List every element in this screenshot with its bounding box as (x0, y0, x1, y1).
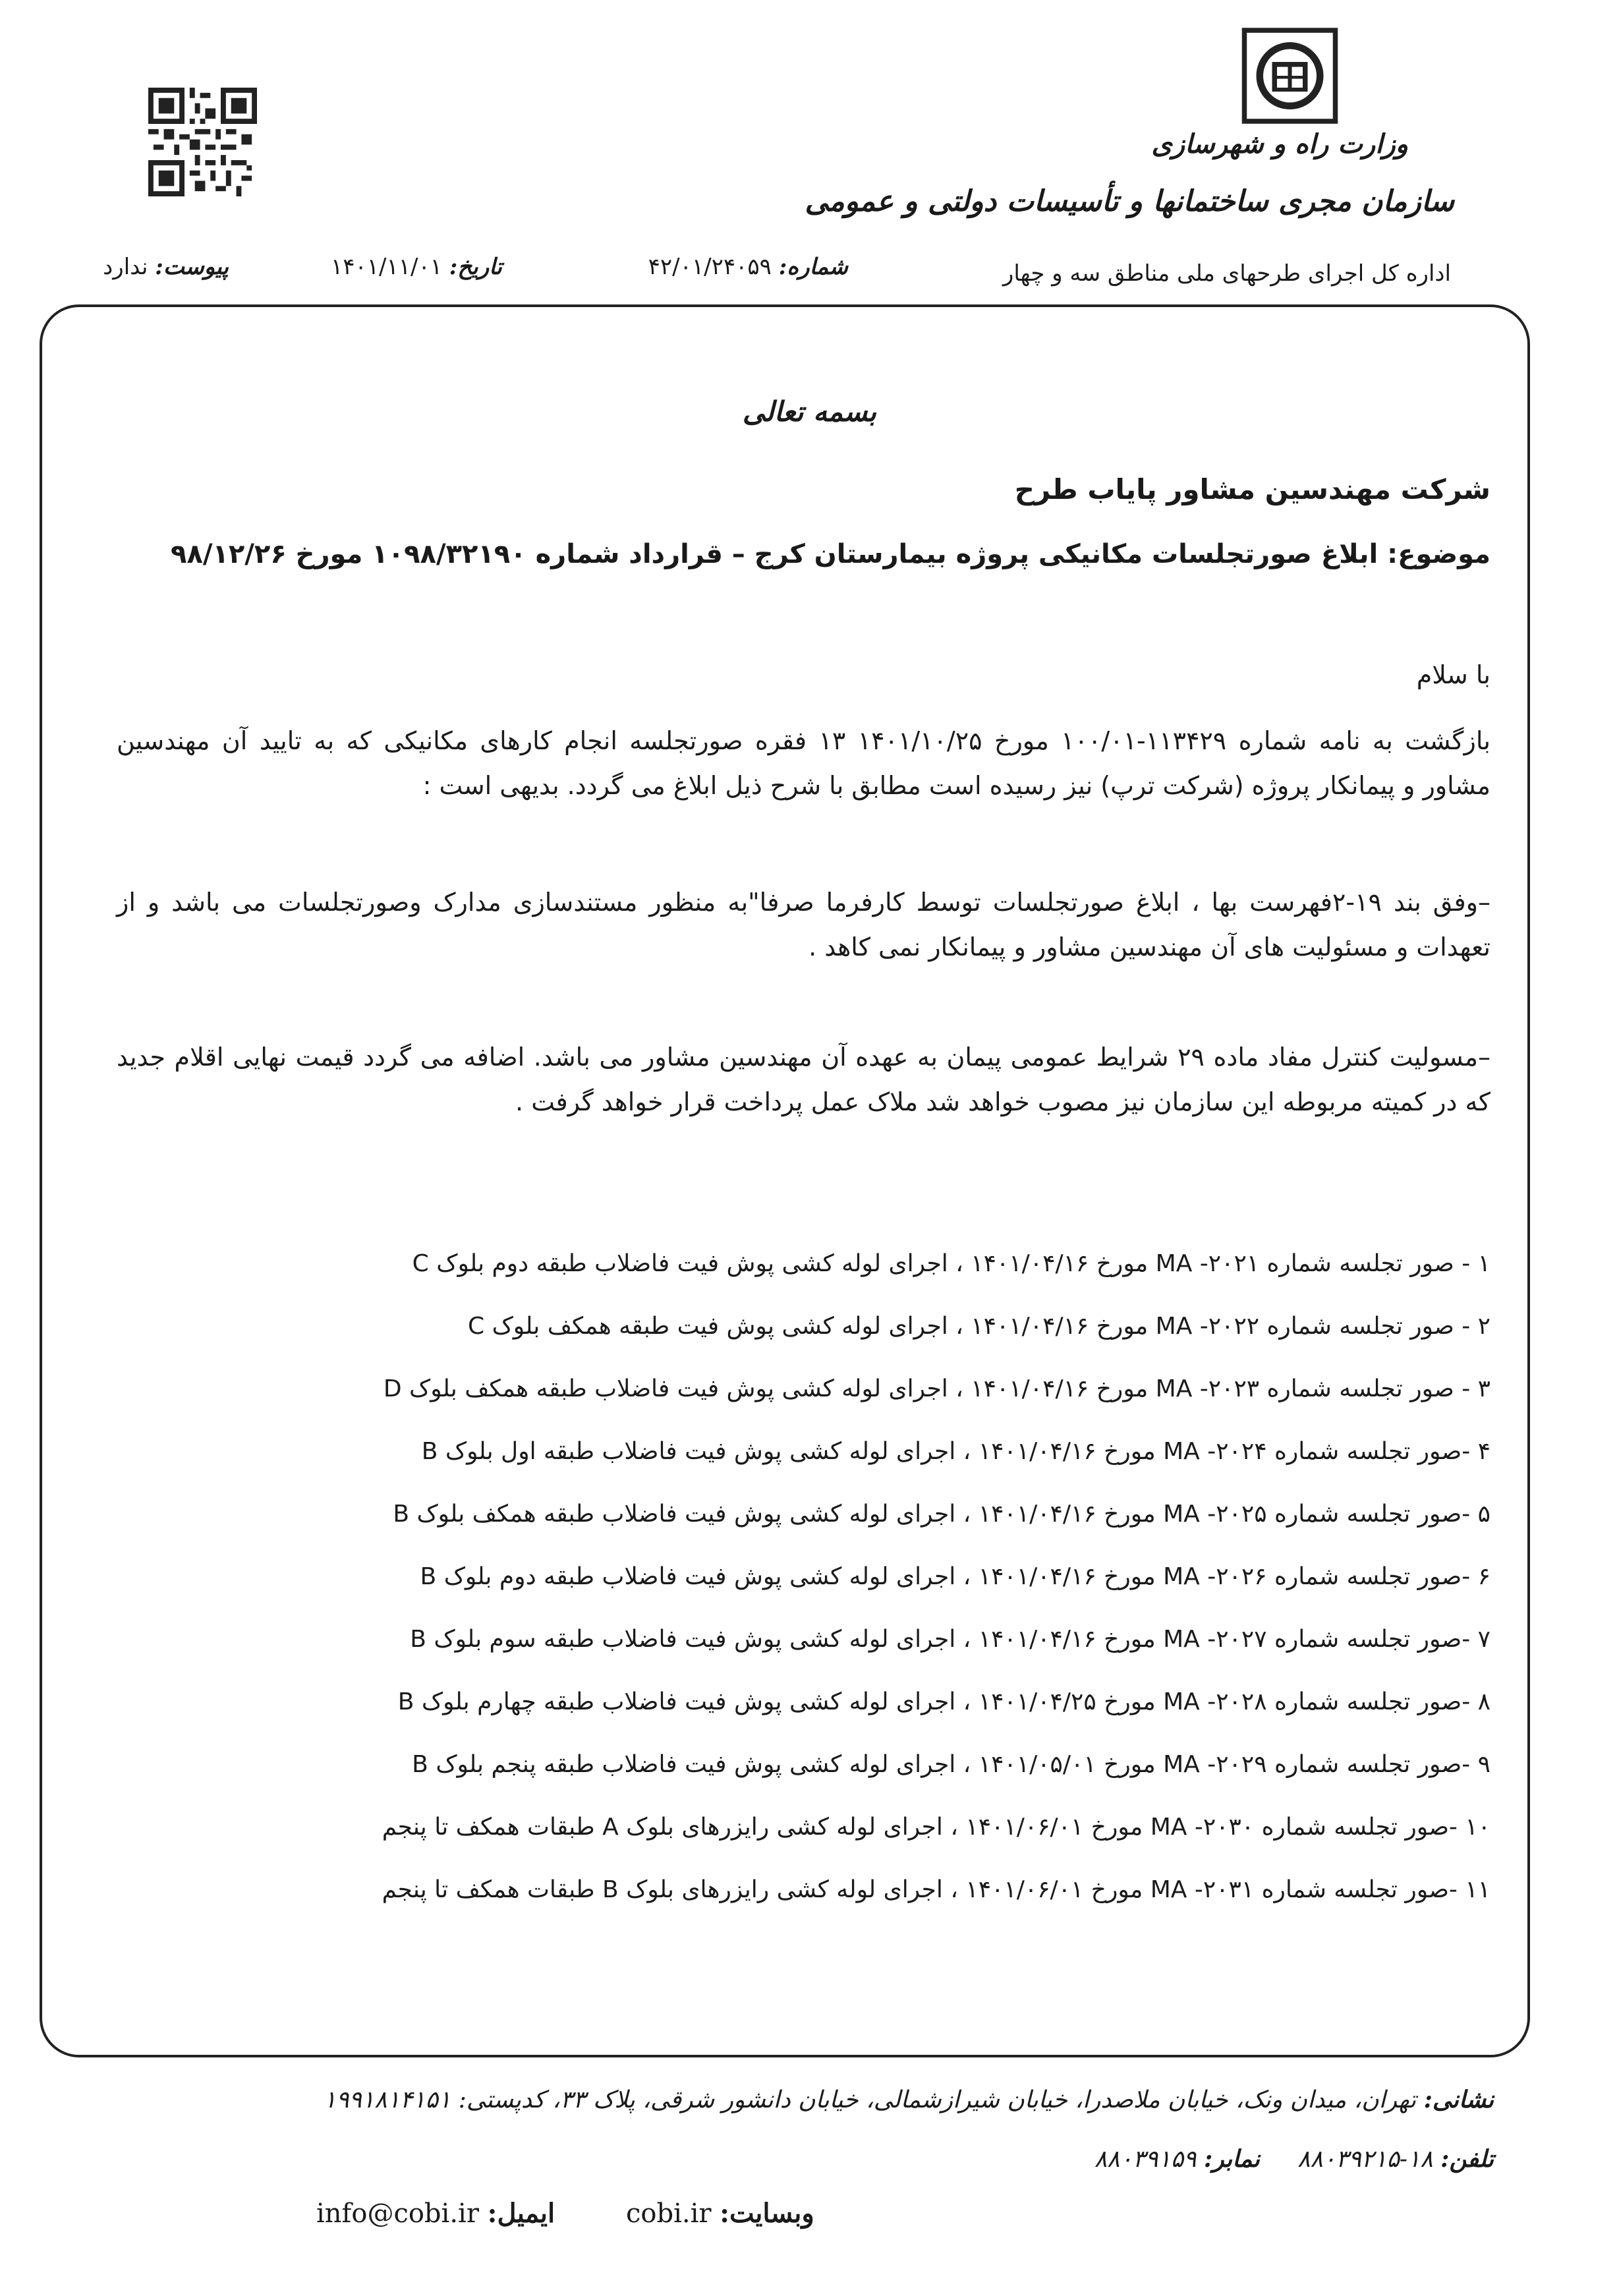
footer-address (324, 2086, 1494, 2113)
list-item: ۹ -صور تجلسه شماره ۲۰۲۹- MA مورخ ۱۴۰۱/۰۵/۰۱ ، اجرای لوله کشی پوش فیت فاضلاب طبقه پنجم بلوک B (412, 1751, 1491, 1778)
number-value: ۴۲/۰۱/۲۴۰۵۹ (648, 254, 772, 280)
phone-value: ۱۸-۸۸۰۳۹۲۱۵ (1297, 2146, 1433, 2173)
letter-attachment (103, 254, 229, 293)
list-item: ۱۱ -صور تجلسه شماره ۲۰۳۱- MA مورخ ۱۴۰۱/۰۶/۰۱ ، اجرای لوله کشی رایزرهای بلوک B طبقات همکف تا پنجم (382, 1876, 1491, 1903)
subject-line: موضوع: ابلاغ صورتجلسات مکانیکی پروژه بیمارستان کرج – قرارداد شماره ۱۰۹۸/۳۲۱۹۰ مورخ ۹۸/۱۲/۲۶ (171, 539, 1491, 569)
phone-label: تلفن: (1440, 2145, 1494, 2173)
fax-label: نمابر: (1203, 2145, 1260, 2173)
fax-value: ۸۸۰۳۹۱۵۹ (1094, 2146, 1197, 2173)
paragraph-clause-responsibility: –مسولیت کنترل مفاد ماده ۲۹ شرایط عمومی پیمان به عهده آن مهندسین مشاور می باشد. اضافه می گردد قیمت نهایی اقلام جدید که در کمیته مربوطه این سازمان نیز مصوب خواهد شد ملاک عمل پرداخت قرار خواهد گرفت . (117, 1043, 1491, 1116)
address-label: نشانی: (1423, 2086, 1494, 2113)
ministry-name: وزارت راه و شهرسازی (1151, 129, 1408, 159)
paragraph-clause-price-list: –وفق بند ۱۹-۲فهرست بها ، ابلاغ صورتجلسات توسط کارفرما صرفا"به منظور مستندسازی مدارک وصورتجلسات می باشد و از تعهدات و مسئولیت های آن مهندسین مشاور و پیمانکار نمی کاهد . (117, 888, 1491, 961)
recipient: شرکت مهندسین مشاور پایاب طرح (1014, 473, 1491, 505)
list-item: ۵ -صور تجلسه شماره ۲۰۲۵- MA مورخ ۱۴۰۱/۰۴/۱۶ ، اجرای لوله کشی پوش فیت فاضلاب طبقه همکف بلوک B (393, 1501, 1491, 1528)
bismillah-heading: بسمه تعالی (742, 395, 877, 428)
letter-date (331, 254, 502, 293)
list-item: ۴ -صور تجلسه شماره ۲۰۲۴- MA مورخ ۱۴۰۱/۰۴/۱۶ ، اجرای لوله کشی پوش فیت فاضلاب طبقه اول بلوک B (421, 1438, 1491, 1465)
list-item: ۶ -صور تجلسه شماره ۲۰۲۶- MA مورخ ۱۴۰۱/۰۴/۱۶ ، اجرای لوله کشی پوش فیت فاضلاب طبقه دوم بلوک B (420, 1563, 1491, 1590)
list-item: ۲ - صور تجلسه شماره ۲۰۲۲- MA مورخ ۱۴۰۱/۰۴/۱۶ ، اجرای لوله کشی پوش فیت طبقه همکف بلوک C (467, 1313, 1491, 1340)
minutes-list (117, 1232, 1491, 1921)
organization-name: سازمان مجری ساختمانها و تأسیسات دولتی و عمومی (805, 185, 1454, 218)
paragraph-intro: بازگشت به نامه شماره ۱۱۳۴۲۹-۱۰۰/۰۱ مورخ ۱۴۰۱/۱۰/۲۵ ۱۳ فقره صورتجلسه انجام کارهای مکانیکی که به تایید آن مهندسین مشاور و پیمانکار پروژه (شرکت ترپ) نیز رسیده است مطابق با شرح ذیل ابلاغ می گردد. بدیهی است : (117, 726, 1491, 800)
date-value: ۱۴۰۱/۱۱/۰۱ (330, 254, 442, 280)
organization-logo (1239, 26, 1341, 125)
email-link[interactable]: info@cobi.ir (316, 2198, 479, 2229)
number-label: شماره: (778, 254, 848, 280)
department-name: اداره کل اجرای طرحهای ملی مناطق سه و چهار (1002, 260, 1451, 287)
email-label: ایمیل: (487, 2198, 555, 2229)
attachment-label: پیوست: (155, 254, 229, 280)
qr-code (148, 88, 257, 196)
website-label: وبسایت: (720, 2198, 814, 2229)
footer-email (316, 2198, 555, 2229)
website-link[interactable]: cobi.ir (626, 2198, 712, 2229)
list-item: ۳ - صور تجلسه شماره ۲۰۲۳- MA مورخ ۱۴۰۱/۰۴/۱۶ ، اجرای لوله کشی پوش فیت فاضلاب طبقه همکف بلوک D (383, 1375, 1491, 1402)
list-item: ۱۰ -صور تجلسه شماره ۲۰۳۰- MA مورخ ۱۴۰۱/۰۶/۰۱ ، اجرای لوله کشی رایزرهای بلوک A طبقات همکف تا پنجم (382, 1814, 1491, 1841)
list-item: ۷ -صور تجلسه شماره ۲۰۲۷- MA مورخ ۱۴۰۱/۰۴/۱۶ ، اجرای لوله کشی پوش فیت فاضلاب طبقه سوم بلوک B (410, 1626, 1491, 1653)
address-text: تهران، میدان ونک، خیابان ملاصدرا، خیابان شیرازشمالی، خیابان دانشور شرقی، پلاک ۳۳، کدپستی: ۱۹۹۱۸۱۴۱۵۱ (323, 2086, 1417, 2113)
list-item: ۸ -صور تجلسه شماره ۲۰۲۸- MA مورخ ۱۴۰۱/۰۴/۲۵ ، اجرای لوله کشی پوش فیت فاضلاب طبقه چهارم بلوک B (397, 1688, 1491, 1715)
greeting: با سلام (1416, 660, 1491, 689)
footer-phone (1094, 2145, 1494, 2173)
date-label: تاریخ: (449, 254, 502, 280)
footer-website (626, 2198, 814, 2229)
attachment-value: ندارد (103, 254, 148, 280)
list-item: ۱ - صور تجلسه شماره ۲۰۲۱- MA مورخ ۱۴۰۱/۰۴/۱۶ ، اجرای لوله کشی پوش فیت فاضلاب طبقه دوم بلوک C (412, 1250, 1491, 1277)
letter-number (648, 254, 848, 293)
